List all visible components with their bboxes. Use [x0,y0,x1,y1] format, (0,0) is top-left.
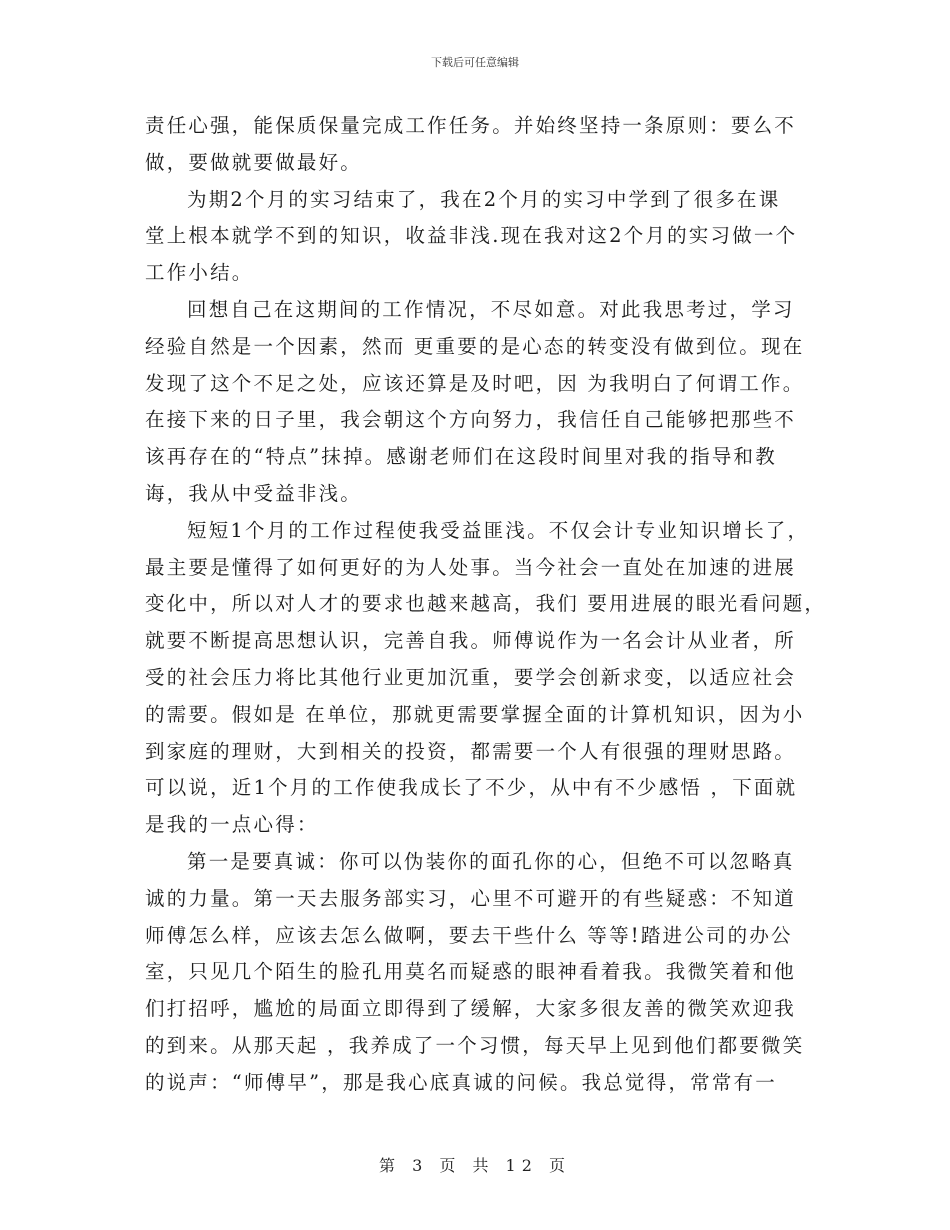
text-line: 该再存在的“特点”抹掉。感谢老师们在这段时间里对我的指导和教 [145,445,777,469]
text-line: 的需要。假如是 在单位，那就更需要掌握全面的计算机知识，因为小 [145,702,805,726]
text-line: 诚的力量。第一天去服务部实习，心里不可避开的有些疑惑：不知道 [145,886,797,910]
text-line: 回想自己在这期间的工作情况，不尽如意。对此我思考过，学习 [187,297,795,321]
text-line: 诲，我从中受益非浅。 [145,481,363,505]
text-line: 第一是要真诚：你可以伪装你的面孔你的心，但绝不可以忽略真 [187,849,795,873]
text-line: 为期2个月的实习结束了，我在2个月的实习中学到了很多在课 [187,187,781,211]
text-line: 堂上根本就学不到的知识，收益非浅.现在我对这2个月的实习做一个 [145,224,798,248]
text-line: 就要不断提高思想认识，完善自我。师傅说作为一名会计从业者，所 [145,629,797,653]
text-line: 受的社会压力将比其他行业更加沉重，要学会创新求变，以适应社会 [145,665,797,689]
text-line: 室，只见几个陌生的脸孔用莫名而疑惑的眼神看着我。我微笑着和他 [145,960,797,984]
text-line: 们打招呼，尴尬的局面立即得到了缓解，大家多很友善的微笑欢迎我 [145,997,797,1021]
page-header: 下载后可任意编辑 [431,56,519,69]
text-line: 的到来。从那天起 ，我养成了一个习惯，每天早上见到他们都要微笑 [145,1033,805,1057]
text-line: 的说声：“师傅早”，那是我心底真诚的问候。我总觉得，常常有一 [145,1070,777,1094]
page-footer: 第 3 页 共 12 页 [379,1156,571,1175]
text-line: 可以说，近1个月的工作使我成长了不少，从中有不少感悟 ，下面就 [145,776,798,800]
text-line: 做，要做就要做最好。 [145,150,363,174]
body-text [145,108,827,1102]
text-line: 变化中，所以对人才的要求也越来越高，我们 要用进展的眼光看问题， [145,592,827,616]
text-line: 发现了这个不足之处，应该还算是及时吧，因 为我明白了何谓工作。 [145,371,805,395]
text-line: 最主要是懂得了如何更好的为人处事。当今社会一直处在加速的进展 [145,555,797,579]
text-line: 工作小结。 [145,261,254,285]
text-line: 是我的一点心得： [145,813,319,837]
text-line: 短短1个月的工作过程使我受益匪浅。不仅会计专业知识增长了， [187,518,810,542]
text-line: 责任心强，能保质保量完成工作任务。并始终坚持一条原则：要么不 [145,114,797,137]
text-line: 到家庭的理财，大到相关的投资，都需要一个人有很强的理财思路。 [145,739,797,763]
text-line: 师傅怎么样，应该去怎么做啊，要去干些什么 等等!踏进公司的办公 [145,923,793,947]
text-line: 经验自然是一个因素，然而 更重要的是心态的转变没有做到位。现在 [145,334,805,358]
text-line: 在接下来的日子里，我会朝这个方向努力，我信任自己能够把那些不 [145,408,797,432]
